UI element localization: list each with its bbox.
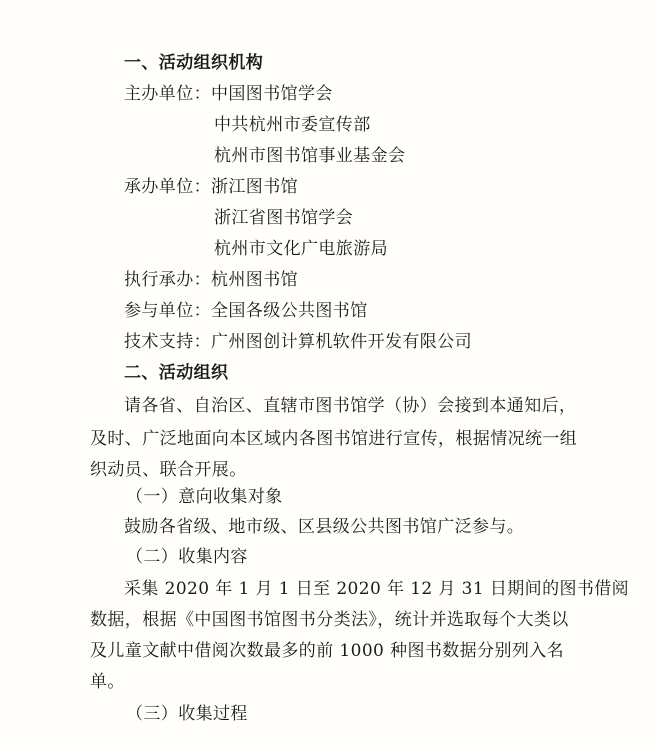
section-heading-activity: 二、活动组织 [124,363,229,383]
paragraph-1-line-3: 织动员、联合开展。 [90,460,247,480]
participant-row [124,300,368,322]
paragraph-2-line-1: 采集 2020 年 1 月 1 日至 2020 年 12 月 31 日期间的图书借阅 [124,579,630,599]
subheading-2: （二）收集内容 [126,547,248,567]
host-value-2: 中共杭州市委宣传部 [214,115,371,135]
host-row-1 [124,83,333,105]
organizer-row-1 [124,176,298,198]
host-value-3: 杭州市图书馆事业基金会 [214,146,406,166]
executor-row [124,269,298,291]
organizer-value-2: 浙江省图书馆学会 [214,208,354,228]
paragraph-2-line-2: 数据，根据《中国图书馆图书分类法》，统计并选取每个大类以 [90,610,569,630]
participant-label: 参与单位： [124,301,211,321]
paragraph-1-line-2: 及时、广泛地面向本区域内各图书馆进行宣传，根据情况统一组 [90,429,578,449]
subheading-1-text: 鼓励各省级、地市级、区县级公共图书馆广泛参与。 [124,517,525,537]
participant-value: 全国各级公共图书馆 [211,301,368,321]
organizer-value-3: 杭州市文化广电旅游局 [214,239,388,259]
paragraph-1-line-1: 请各省、自治区、直辖市图书馆学（协）会接到本通知后， [124,396,577,416]
tech-support-value: 广州图创计算机软件开发有限公司 [211,332,472,352]
paragraph-2-line-3: 及儿童文献中借阅次数最多的前 1000 种图书数据分别列入名 [90,641,565,661]
paragraph-2-line-4: 单。 [90,672,125,692]
organizer-label: 承办单位： [124,177,211,197]
tech-support-row [124,331,472,353]
section-heading-organization: 一、活动组织机构 [124,53,264,73]
subheading-1: （一）意向收集对象 [126,487,283,507]
organizer-value-1: 浙江图书馆 [211,177,298,197]
executor-value: 杭州图书馆 [211,270,298,290]
host-label: 主办单位： [124,84,211,104]
tech-support-label: 技术支持： [124,332,211,352]
subheading-3: （三）收集过程 [126,704,248,724]
host-value-1: 中国图书馆学会 [211,84,333,104]
executor-label: 执行承办： [124,270,211,290]
